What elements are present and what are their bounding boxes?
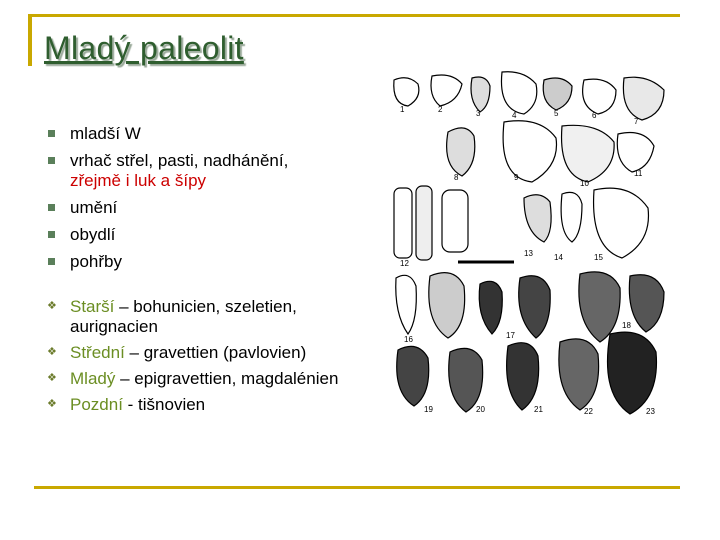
diamond-bullet-icon: ❖ (47, 300, 57, 312)
stone-tools-illustration (384, 70, 676, 420)
figure-number-label: 3 (476, 109, 481, 118)
figure-number-label: 15 (594, 253, 603, 262)
bullet-text: obydlí (70, 225, 116, 244)
figure-number-label: 4 (512, 111, 517, 120)
figure-number-label: 19 (424, 405, 433, 414)
bullet-text: umění (70, 198, 118, 217)
bullet-item (48, 198, 378, 218)
period-text: – epigravettien, magdalénien (115, 369, 339, 388)
figure-number-label: 1 (400, 105, 405, 114)
bullet-list (48, 124, 378, 415)
bullet-item (48, 225, 378, 245)
square-bullet-icon (48, 204, 55, 211)
figure-number-label: 9 (514, 173, 519, 182)
bullet-item (48, 252, 378, 272)
diamond-bullet-icon: ❖ (47, 398, 57, 410)
figure-number-label: 10 (580, 179, 589, 188)
slide-title: Mladý paleolit (44, 30, 244, 66)
period-text: - tišnovien (122, 395, 206, 414)
period-item (48, 395, 378, 415)
period-name: Pozdní (70, 395, 123, 414)
figure-number-label: 6 (592, 111, 597, 120)
square-bullet-icon (48, 130, 55, 137)
figure-number-label: 13 (524, 249, 533, 258)
bullet-item (48, 124, 378, 144)
period-item (48, 297, 378, 337)
period-name: Starší (70, 297, 115, 316)
figure-number-label: 18 (622, 321, 631, 330)
square-bullet-icon (48, 157, 55, 164)
figure-number-label: 16 (404, 335, 413, 344)
diamond-bullet-icon: ❖ (47, 372, 57, 384)
square-bullet-icon (48, 231, 55, 238)
figure-number-label: 23 (646, 407, 655, 416)
figure-number-label: 20 (476, 405, 485, 414)
figure-number-label: 12 (400, 259, 409, 268)
frame-bottom-line (34, 486, 680, 489)
bullet-text: mladší W (70, 124, 141, 143)
bullet-text-highlight: zřejmě i luk a šípy (70, 171, 207, 190)
figure-number-label: 14 (554, 253, 563, 262)
figure-number-label: 5 (554, 109, 559, 118)
bullet-text: pohřby (70, 252, 122, 271)
bullet-text: vrhač střel, pasti, nadhánění, (70, 151, 289, 170)
figure-number-label: 17 (506, 331, 515, 340)
figure-number-label: 21 (534, 405, 543, 414)
figure-number-label: 7 (634, 117, 639, 126)
period-text: – gravettien (pavlovien) (124, 343, 307, 362)
diamond-bullet-icon: ❖ (47, 346, 57, 358)
figure-number-label: 8 (454, 173, 459, 182)
frame-corner-line (28, 14, 32, 66)
period-name: Střední (70, 343, 125, 362)
figure-number-label: 2 (438, 105, 443, 114)
period-name: Mladý (70, 369, 116, 388)
period-text: – bohunicien, szeletien, aurignacien (70, 297, 297, 336)
period-item (48, 369, 378, 389)
bullet-item (48, 151, 378, 191)
figure-number-label: 22 (584, 407, 593, 416)
figure-number-label: 11 (634, 169, 643, 178)
frame-top-line (28, 14, 680, 17)
square-bullet-icon (48, 258, 55, 265)
period-item (48, 343, 378, 363)
